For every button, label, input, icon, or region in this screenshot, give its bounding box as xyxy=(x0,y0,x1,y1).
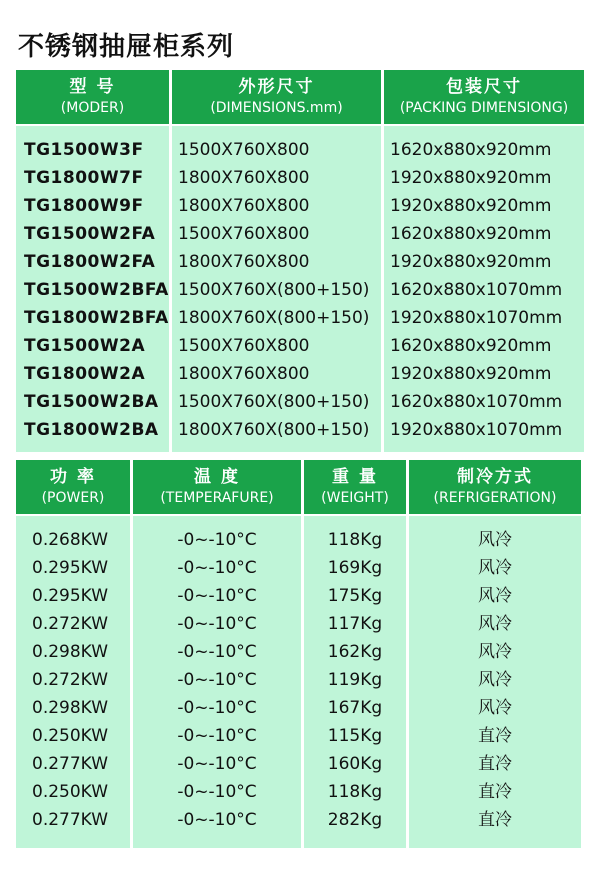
header-temperature xyxy=(133,460,301,514)
header-label-en: (PACKING DIMENSIONG) xyxy=(399,100,569,116)
header-label-cn: 外形尺寸 xyxy=(238,77,315,97)
model-cell: TG1800W9F xyxy=(24,196,144,216)
temperature-cell: -0~-10°C xyxy=(177,558,257,578)
dimensions-cell: 1500X760X(800+150) xyxy=(178,392,370,412)
power-cell: 0.298KW xyxy=(32,698,109,718)
dimensions-table xyxy=(16,70,584,452)
dimensions-cell: 1500X760X800 xyxy=(178,140,310,160)
packing-cell: 1620x880x1070mm xyxy=(390,280,563,300)
specs-table xyxy=(16,460,581,848)
model-cell: TG1500W2BA xyxy=(24,392,159,412)
header-dimensions xyxy=(172,70,381,124)
table-body xyxy=(16,516,581,848)
packing-cell: 1920x880x920mm xyxy=(390,364,552,384)
power-column xyxy=(16,516,130,848)
power-cell: 0.268KW xyxy=(32,530,109,550)
header-packing xyxy=(384,70,584,124)
dimensions-cell: 1800X760X800 xyxy=(178,252,310,272)
temperature-cell: -0~-10°C xyxy=(177,810,257,830)
header-label-cn: 温 度 xyxy=(194,467,240,487)
dimensions-cell: 1500X760X(800+150) xyxy=(178,280,370,300)
header-label-en: (REFRIGERATION) xyxy=(433,490,557,506)
dimensions-cell: 1800X760X(800+150) xyxy=(178,308,370,328)
refrigeration-cell: 直冷 xyxy=(478,782,512,802)
refrigeration-cell: 风冷 xyxy=(478,530,512,550)
power-cell: 0.277KW xyxy=(32,810,109,830)
packing-cell: 1620x880x920mm xyxy=(390,224,552,244)
power-cell: 0.295KW xyxy=(32,558,109,578)
header-model xyxy=(16,70,169,124)
weight-cell: 118Kg xyxy=(327,530,383,550)
weight-cell: 282Kg xyxy=(327,810,383,830)
power-cell: 0.250KW xyxy=(32,782,109,802)
header-label-en: (POWER) xyxy=(41,490,105,506)
weight-cell: 162Kg xyxy=(327,642,383,662)
header-label-en: (DIMENSIONS.mm) xyxy=(210,100,343,116)
power-cell: 0.295KW xyxy=(32,586,109,606)
temperature-column xyxy=(133,516,301,848)
power-cell: 0.298KW xyxy=(32,642,109,662)
temperature-cell: -0~-10°C xyxy=(177,530,257,550)
header-label-cn: 功 率 xyxy=(50,467,96,487)
model-cell: TG1500W3F xyxy=(24,140,144,160)
model-cell: TG1800W2A xyxy=(24,364,146,384)
refrigeration-cell: 风冷 xyxy=(478,642,512,662)
temperature-cell: -0~-10°C xyxy=(177,726,257,746)
power-cell: 0.277KW xyxy=(32,754,109,774)
header-weight xyxy=(304,460,406,514)
temperature-cell: -0~-10°C xyxy=(177,642,257,662)
packing-cell: 1920x880x920mm xyxy=(390,252,552,272)
weight-cell: 169Kg xyxy=(327,558,383,578)
temperature-cell: -0~-10°C xyxy=(177,586,257,606)
refrigeration-cell: 风冷 xyxy=(478,670,512,690)
model-cell: TG1500W2A xyxy=(24,336,146,356)
refrigeration-column xyxy=(409,516,581,848)
weight-cell: 167Kg xyxy=(327,698,383,718)
dimensions-cell: 1800X760X800 xyxy=(178,364,310,384)
header-label-cn: 型 号 xyxy=(69,77,116,97)
weight-cell: 118Kg xyxy=(327,782,383,802)
header-power xyxy=(16,460,130,514)
packing-column xyxy=(384,126,584,452)
refrigeration-cell: 风冷 xyxy=(478,698,512,718)
weight-column xyxy=(304,516,406,848)
refrigeration-cell: 风冷 xyxy=(478,614,512,634)
table-header xyxy=(16,460,581,514)
model-cell: TG1500W2FA xyxy=(24,224,156,244)
header-label-en: (WEIGHT) xyxy=(321,490,389,506)
refrigeration-cell: 直冷 xyxy=(478,810,512,830)
weight-cell: 160Kg xyxy=(327,754,383,774)
dimensions-cell: 1500X760X800 xyxy=(178,336,310,356)
model-cell: TG1500W2BFA xyxy=(24,280,169,300)
temperature-cell: -0~-10°C xyxy=(177,614,257,634)
weight-cell: 117Kg xyxy=(327,614,383,634)
dimensions-column xyxy=(172,126,381,452)
header-refrigeration xyxy=(409,460,581,514)
packing-cell: 1920x880x920mm xyxy=(390,168,552,188)
packing-cell: 1620x880x920mm xyxy=(390,140,552,160)
refrigeration-cell: 直冷 xyxy=(478,726,512,746)
table-body xyxy=(16,126,584,452)
table-header xyxy=(16,70,584,124)
temperature-cell: -0~-10°C xyxy=(177,698,257,718)
model-cell: TG1800W2FA xyxy=(24,252,156,272)
temperature-cell: -0~-10°C xyxy=(177,782,257,802)
header-label-cn: 包装尺寸 xyxy=(446,77,522,97)
weight-cell: 175Kg xyxy=(327,586,383,606)
model-cell: TG1800W2BFA xyxy=(24,308,169,328)
packing-cell: 1920x880x1070mm xyxy=(390,420,563,440)
page-title: 不锈钢抽屉柜系列 xyxy=(18,32,235,62)
model-column xyxy=(16,126,169,452)
dimensions-cell: 1800X760X(800+150) xyxy=(178,420,370,440)
temperature-cell: -0~-10°C xyxy=(177,754,257,774)
temperature-cell: -0~-10°C xyxy=(177,670,257,690)
packing-cell: 1620x880x920mm xyxy=(390,336,552,356)
weight-cell: 119Kg xyxy=(327,670,383,690)
refrigeration-cell: 风冷 xyxy=(478,558,512,578)
model-cell: TG1800W2BA xyxy=(24,420,159,440)
power-cell: 0.272KW xyxy=(32,670,109,690)
packing-cell: 1920x880x1070mm xyxy=(390,308,563,328)
header-label-cn: 制冷方式 xyxy=(457,467,533,487)
dimensions-cell: 1800X760X800 xyxy=(178,196,310,216)
header-label-cn: 重 量 xyxy=(332,467,378,487)
packing-cell: 1920x880x920mm xyxy=(390,196,552,216)
header-label-en: (MODER) xyxy=(60,100,125,116)
refrigeration-cell: 直冷 xyxy=(478,754,512,774)
weight-cell: 115Kg xyxy=(327,726,383,746)
packing-cell: 1620x880x1070mm xyxy=(390,392,563,412)
dimensions-cell: 1800X760X800 xyxy=(178,168,310,188)
dimensions-cell: 1500X760X800 xyxy=(178,224,310,244)
refrigeration-cell: 风冷 xyxy=(478,586,512,606)
header-label-en: (TEMPERAFURE) xyxy=(160,490,274,506)
model-cell: TG1800W7F xyxy=(24,168,144,188)
power-cell: 0.250KW xyxy=(32,726,109,746)
power-cell: 0.272KW xyxy=(32,614,109,634)
